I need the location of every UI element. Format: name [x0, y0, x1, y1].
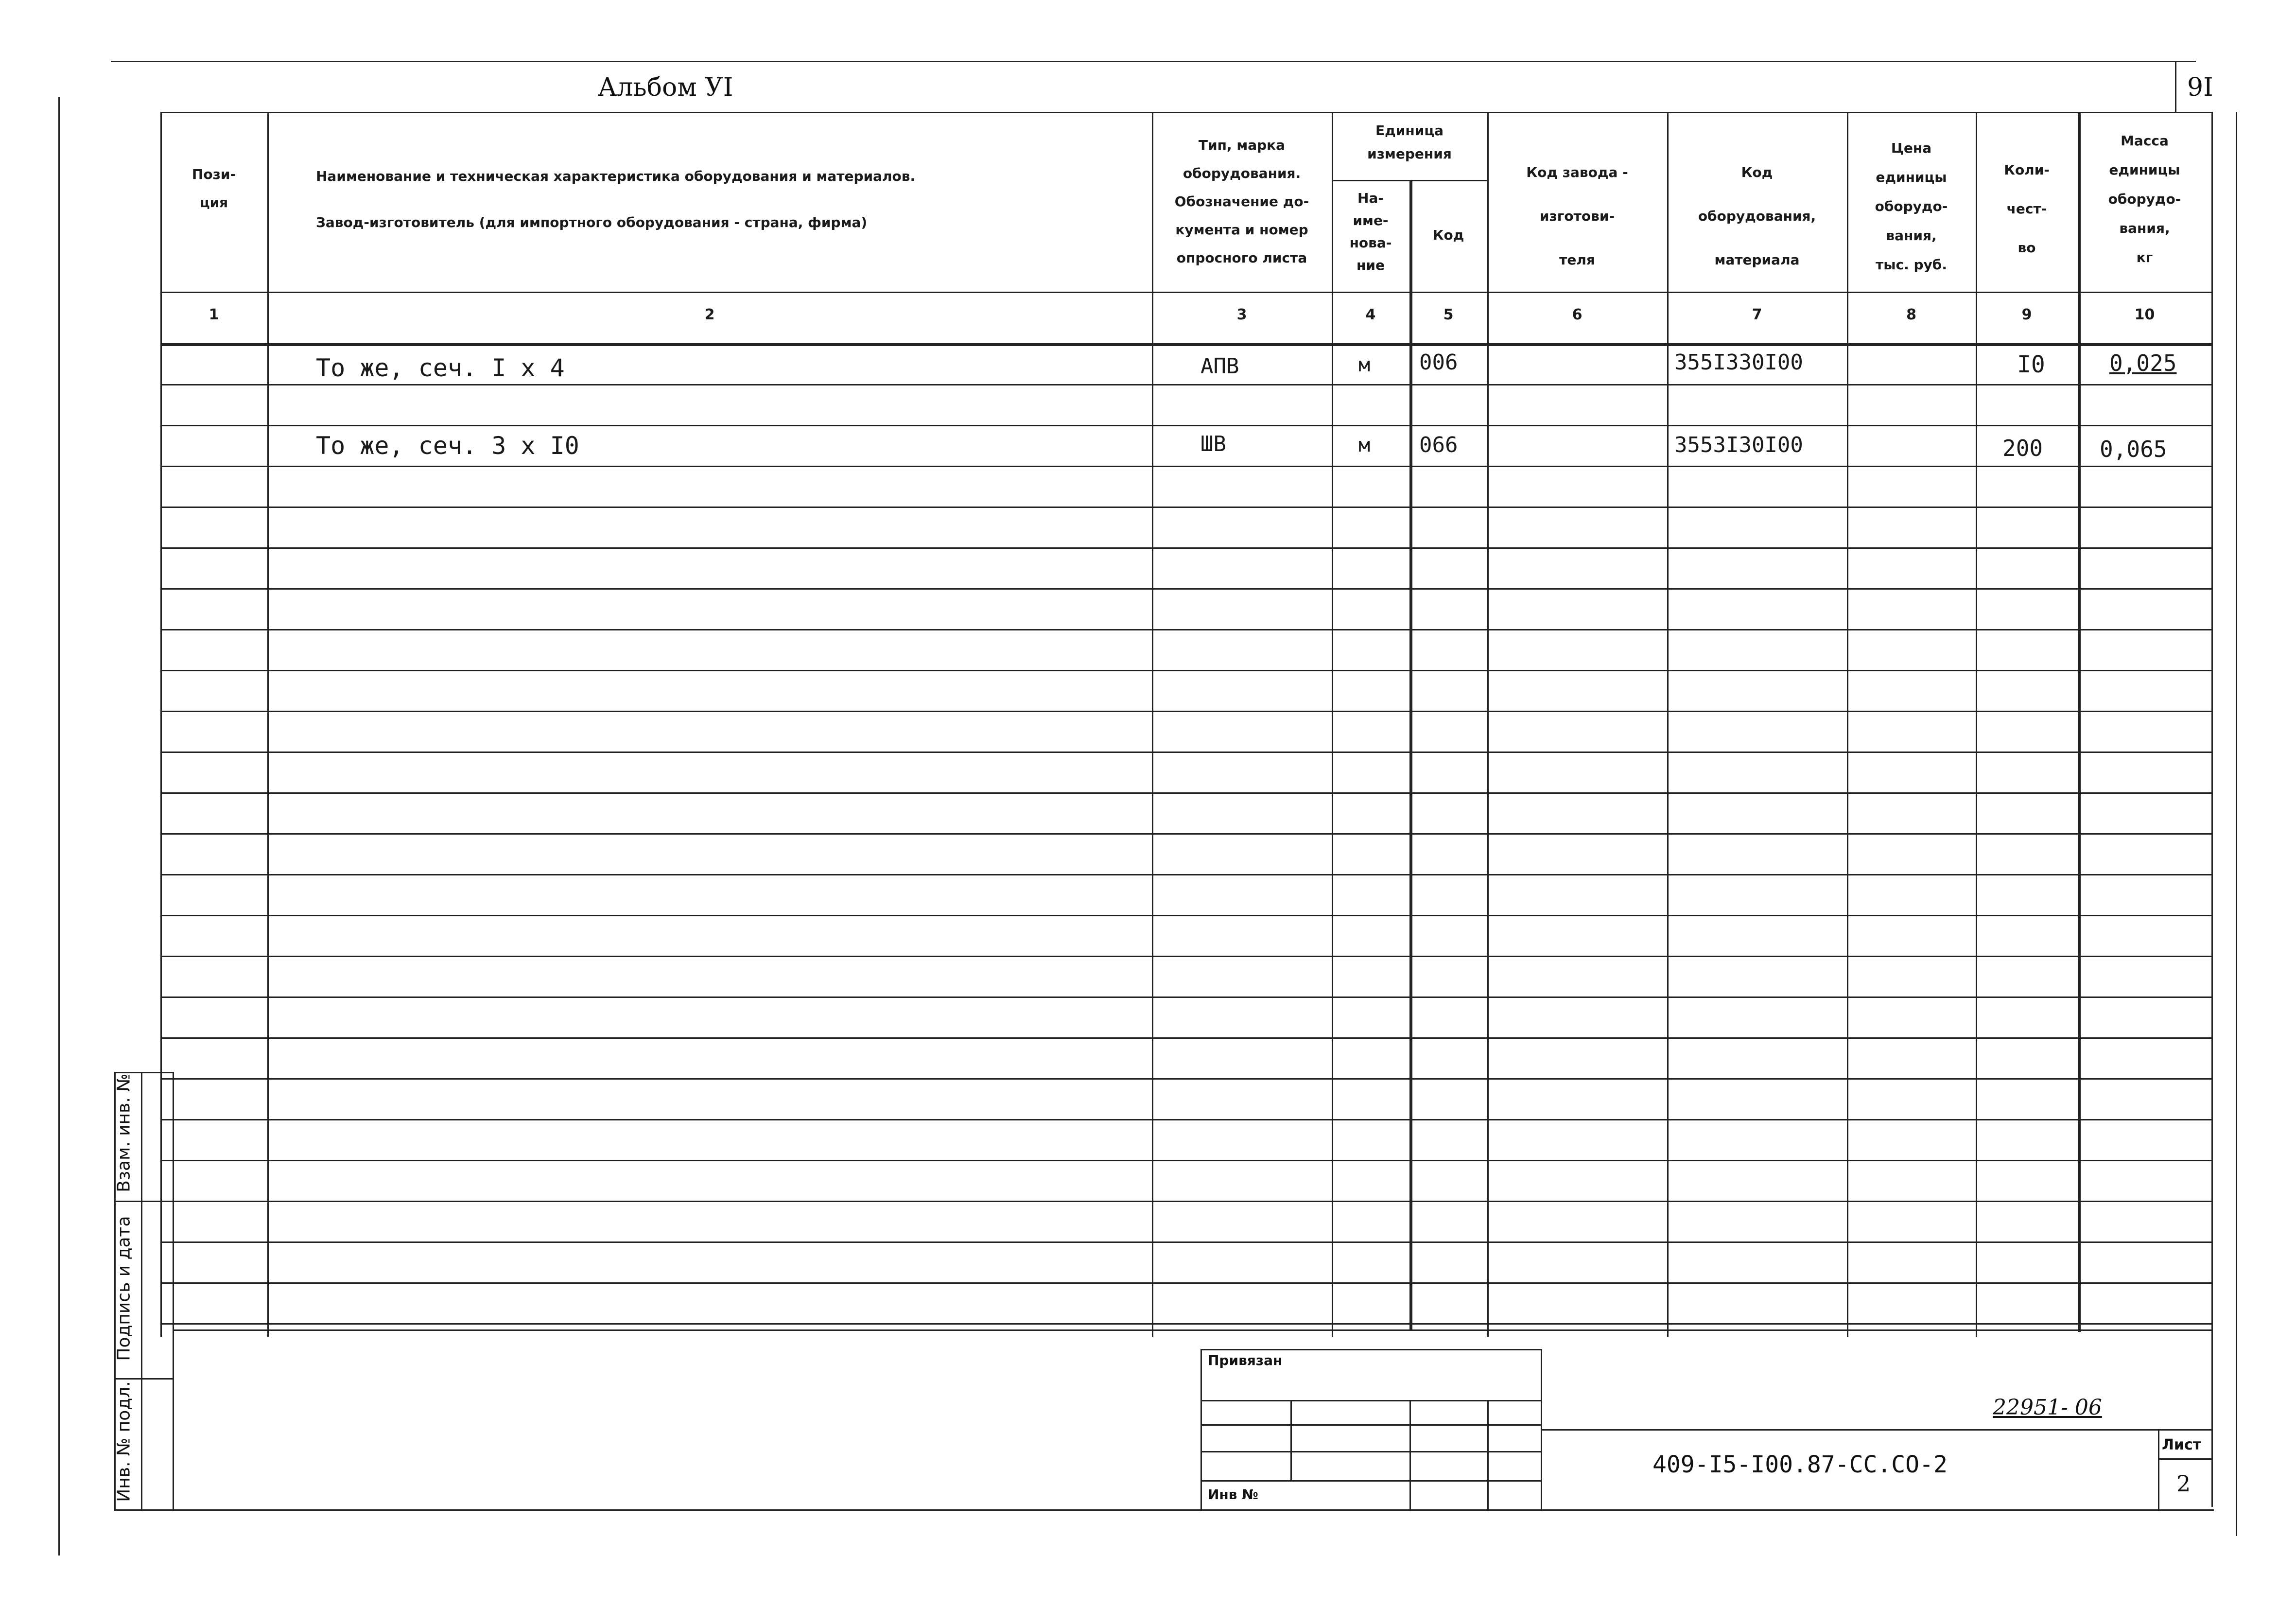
row-2-unit-code: 066: [1419, 433, 1458, 457]
row-1-unit: м: [1358, 354, 1371, 376]
attached-box-top: [1200, 1349, 1541, 1350]
side-stamp-right: [173, 1072, 174, 1509]
table-row-rule: [160, 384, 2211, 385]
col-sep-7: [1847, 112, 1848, 1337]
table-row-rule: [160, 1037, 2211, 1039]
side-signature-date: Подпись и дата: [114, 1216, 134, 1361]
sheet-label: Лист: [2162, 1436, 2202, 1453]
table-row-rule: [160, 588, 2211, 590]
col-sep-6: [1667, 112, 1669, 1337]
archive-number: 22951- 06: [1993, 1395, 2102, 1420]
col-sep-3: [1332, 112, 1333, 1337]
attached-col-2: [1409, 1400, 1411, 1509]
row-1-name: То же, сеч. I х 4: [316, 354, 565, 382]
header-bottom-border: [160, 292, 2211, 293]
table-row-rule: [160, 792, 2211, 794]
row-2-unit: м: [1358, 434, 1371, 456]
side-stamp-mid: [141, 1072, 142, 1509]
table-row-rule: [160, 874, 2211, 875]
col-sep-4: [1409, 180, 1412, 1329]
unit-group-divider: [1332, 180, 1487, 181]
header-col-4: На- име- нова- ние: [1349, 190, 1392, 273]
page-number: 9I: [2187, 73, 2213, 102]
table-row-rule: [160, 1160, 2211, 1161]
colnum-7: 7: [1752, 306, 1762, 323]
side-stamp-div-2: [114, 1378, 173, 1380]
row-1-unit-code: 006: [1419, 350, 1458, 375]
sheet-number: 2: [2176, 1470, 2191, 1497]
row-1-equipment-code: 355I330I00: [1674, 350, 1803, 375]
top-rule: [111, 61, 2196, 62]
document-code: 409-I5-I00.87-CC.CO-2: [1652, 1451, 1948, 1478]
row-1-quantity: I0: [2017, 351, 2045, 378]
table-row-rule: [160, 1282, 2211, 1284]
inv-label: Инв №: [1208, 1486, 1258, 1503]
table-row-rule: [160, 1241, 2211, 1243]
table-row-rule: [160, 670, 2211, 671]
attached-col-1: [1290, 1400, 1292, 1480]
colnum-6: 6: [1572, 306, 1583, 323]
side-inv-orig: Инв. № подл.: [114, 1381, 134, 1502]
header-col-1: Пози- ция: [191, 166, 236, 210]
attached-box-left: [1200, 1349, 1202, 1509]
table-row-rule: [160, 752, 2211, 753]
sheet-box-divider: [2158, 1458, 2211, 1460]
colnum-9: 9: [2021, 306, 2032, 323]
table-right-border: [2211, 112, 2213, 1507]
header-col-2: Наименование и техническая характеристика оборудования и материалов. Завод-изготовитель (для импортного оборудования - страна, фирма): [316, 168, 916, 230]
side-stamp-div-1: [114, 1201, 173, 1202]
table-row-rule: [160, 996, 2211, 998]
table-row-rule: [160, 547, 2211, 549]
table-row-rule: [160, 1078, 2211, 1080]
colnum-2: 2: [704, 306, 715, 323]
col-sep-1: [267, 112, 269, 1337]
row-2-equipment-code: 3553I30I00: [1674, 433, 1803, 457]
table-row-rule: [160, 629, 2211, 630]
page-bottom-border: [114, 1509, 2214, 1511]
row-1-type: АПВ: [1200, 354, 1239, 379]
colnum-10: 10: [2134, 306, 2155, 323]
row-1-mass: 0,025: [2109, 350, 2177, 376]
header-col-7: Код оборудования, материала: [1698, 164, 1816, 268]
title-block-top: [173, 1329, 2211, 1331]
attached-row-1: [1200, 1400, 1541, 1401]
page-number-box-left: [2175, 61, 2176, 112]
binding-line: [58, 97, 60, 1556]
table-row-rule: [160, 1323, 2211, 1325]
colnum-bottom-border: [160, 343, 2211, 346]
attached-col-3: [1487, 1400, 1489, 1509]
table-row-rule: [160, 1119, 2211, 1120]
table-row-rule: [160, 507, 2211, 508]
header-col-6: Код завода - изготови- теля: [1526, 164, 1628, 268]
album-title: Альбом УI: [598, 73, 733, 102]
row-2-quantity: 200: [2002, 435, 2043, 461]
colnum-3: 3: [1236, 306, 1247, 323]
colnum-4: 4: [1365, 306, 1376, 323]
header-col-3: Тип, марка оборудования. Обозначение до- кумента и номер опросного листа: [1174, 137, 1309, 266]
code-box-top: [1541, 1429, 2211, 1431]
row-2-type: ШВ: [1200, 432, 1226, 456]
table-row-rule: [160, 1201, 2211, 1202]
table-top-border: [160, 112, 2211, 113]
side-replaced-inv: Взам. инв. №: [114, 1073, 134, 1192]
colnum-1: 1: [209, 306, 219, 323]
attached-row-2: [1200, 1424, 1541, 1426]
colnum-8: 8: [1906, 306, 1916, 323]
table-row-rule: [160, 425, 2211, 426]
table-row-rule: [160, 956, 2211, 957]
col-sep-9: [2078, 112, 2081, 1332]
col-sep-5: [1487, 112, 1489, 1337]
colnum-5: 5: [1443, 306, 1454, 323]
row-2-mass: 0,065: [2100, 436, 2167, 462]
table-row-rule: [160, 833, 2211, 835]
table-row-rule: [160, 466, 2211, 467]
table-row-rule: [160, 711, 2211, 712]
row-2-name: То же, сеч. 3 х I0: [316, 432, 579, 460]
col-sep-8: [1976, 112, 1977, 1337]
sheet-box-left: [2158, 1429, 2159, 1509]
attached-label: Привязан: [1208, 1352, 1283, 1368]
header-col-10: Масса единицы оборудо- вания, кг: [2108, 133, 2181, 265]
right-edge-line: [2236, 112, 2237, 1536]
header-unit-group: Единица измерения: [1367, 122, 1452, 162]
attached-row-3: [1200, 1451, 1541, 1452]
table-row-rule: [160, 915, 2211, 916]
attached-row-4: [1200, 1480, 1541, 1482]
col-sep-2: [1152, 112, 1153, 1337]
header-col-5: Код: [1432, 227, 1464, 243]
table-left-border: [160, 112, 162, 1337]
header-col-9: Коли- чест- во: [2004, 162, 2050, 256]
header-col-8: Цена единицы оборудо- вания, тыс. руб.: [1875, 140, 1948, 273]
